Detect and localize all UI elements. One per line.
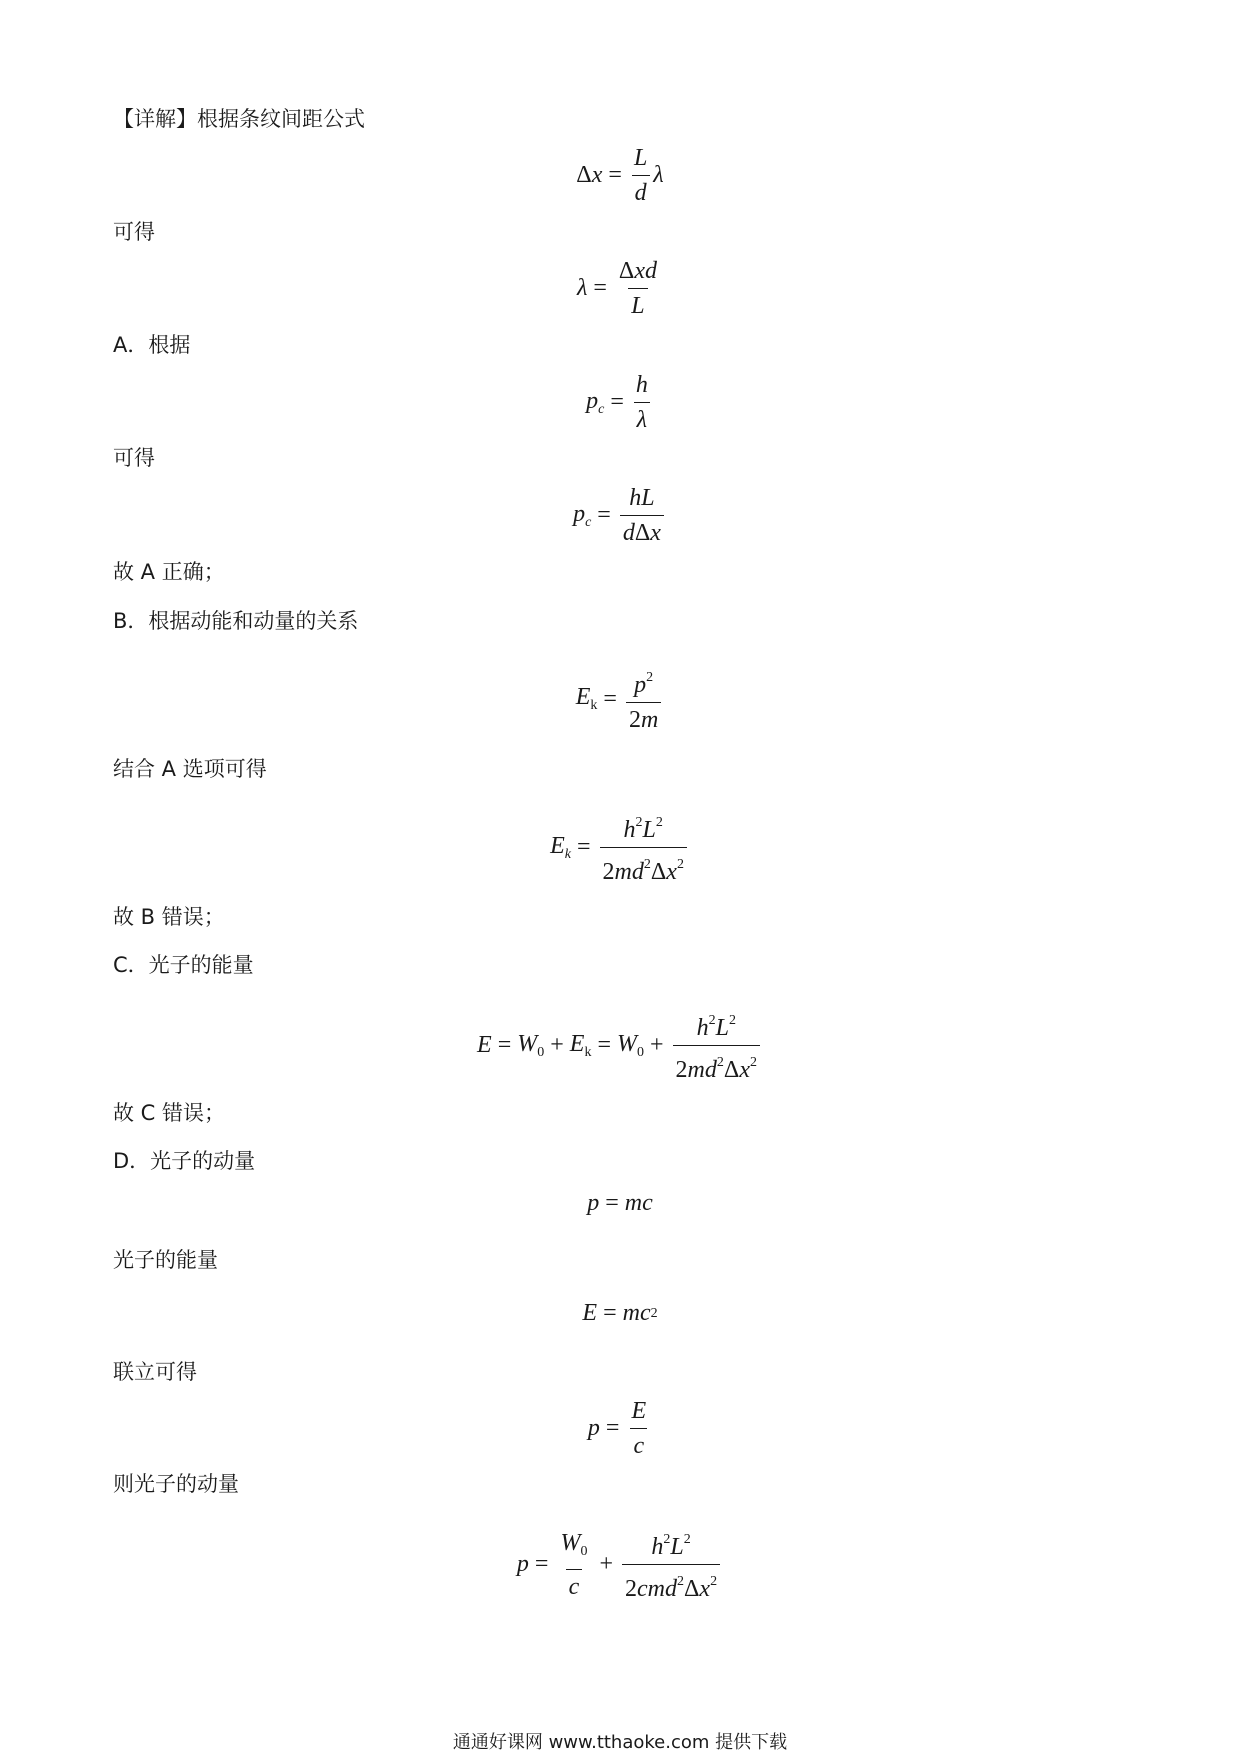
paragraph-b-wrong: 故 B 错误； — [113, 905, 225, 929]
paragraph-detail-intro: 【详解】根据条纹间距公式 — [113, 107, 365, 131]
equation-final-momentum: p = $\frac{W_0}{c}$ + $\frac{h^2L^2}{2cmd^2\Delta x^2}$ — [0, 1525, 1240, 1604]
equation-momentum-energy: p = $\frac{E}{c}$ — [587, 1398, 647, 1459]
paragraph-combine-a: 结合 A 选项可得 — [113, 757, 267, 781]
paragraph-photon-energy: 光子的能量 — [113, 1248, 218, 1272]
paragraph-derive-2: 可得 — [113, 446, 155, 470]
equation-photon-energy: E = $W_0$ + $E_k$ = $W_0$ + $\frac{h^2L^2}{2md^2\Delta x^2}$ — [0, 1006, 1240, 1085]
equation-fringe-spacing: Δx = $\frac{L}{d}$ λ — [576, 145, 664, 206]
paragraph-combine: 联立可得 — [113, 1360, 197, 1384]
paragraph-a-correct: 故 A 正确； — [113, 560, 225, 584]
paragraph-option-c: C．光子的能量 — [113, 953, 254, 977]
paragraph-option-b: B．根据动能和动量的关系 — [113, 609, 359, 633]
paragraph-derive-1: 可得 — [113, 220, 155, 244]
equation-mass-energy: E = mc 2 — [582, 1300, 658, 1326]
equation-kinetic-energy-result: $E_k$ = $\frac{h^2L^2}{2md^2\Delta x^2}$ — [0, 808, 1240, 887]
paragraph-c-wrong: 故 C 错误； — [113, 1101, 226, 1125]
equation-kinetic-energy: $E_k$ = $\frac{p^2}{2m}$ — [0, 663, 1240, 735]
footer-watermark: 通通好课网 www.tthaoke.com 提供下载 — [452, 1732, 788, 1753]
equation-photon-momentum: p = mc — [587, 1190, 653, 1216]
equation-wavelength: λ = $\frac{\text{Δxd}}{L}$ — [576, 258, 658, 319]
equation-momentum-result: $p_c$ = $\frac{hL}{\text{dΔx}}$ — [0, 483, 1240, 548]
paragraph-option-a: A．根据 — [113, 333, 191, 357]
equation-momentum-def: $p_c$ = $\frac{h}{\lambda}$ — [0, 370, 1240, 435]
paragraph-final: 则光子的动量 — [113, 1472, 239, 1496]
paragraph-option-d: D．光子的动量 — [113, 1149, 256, 1173]
